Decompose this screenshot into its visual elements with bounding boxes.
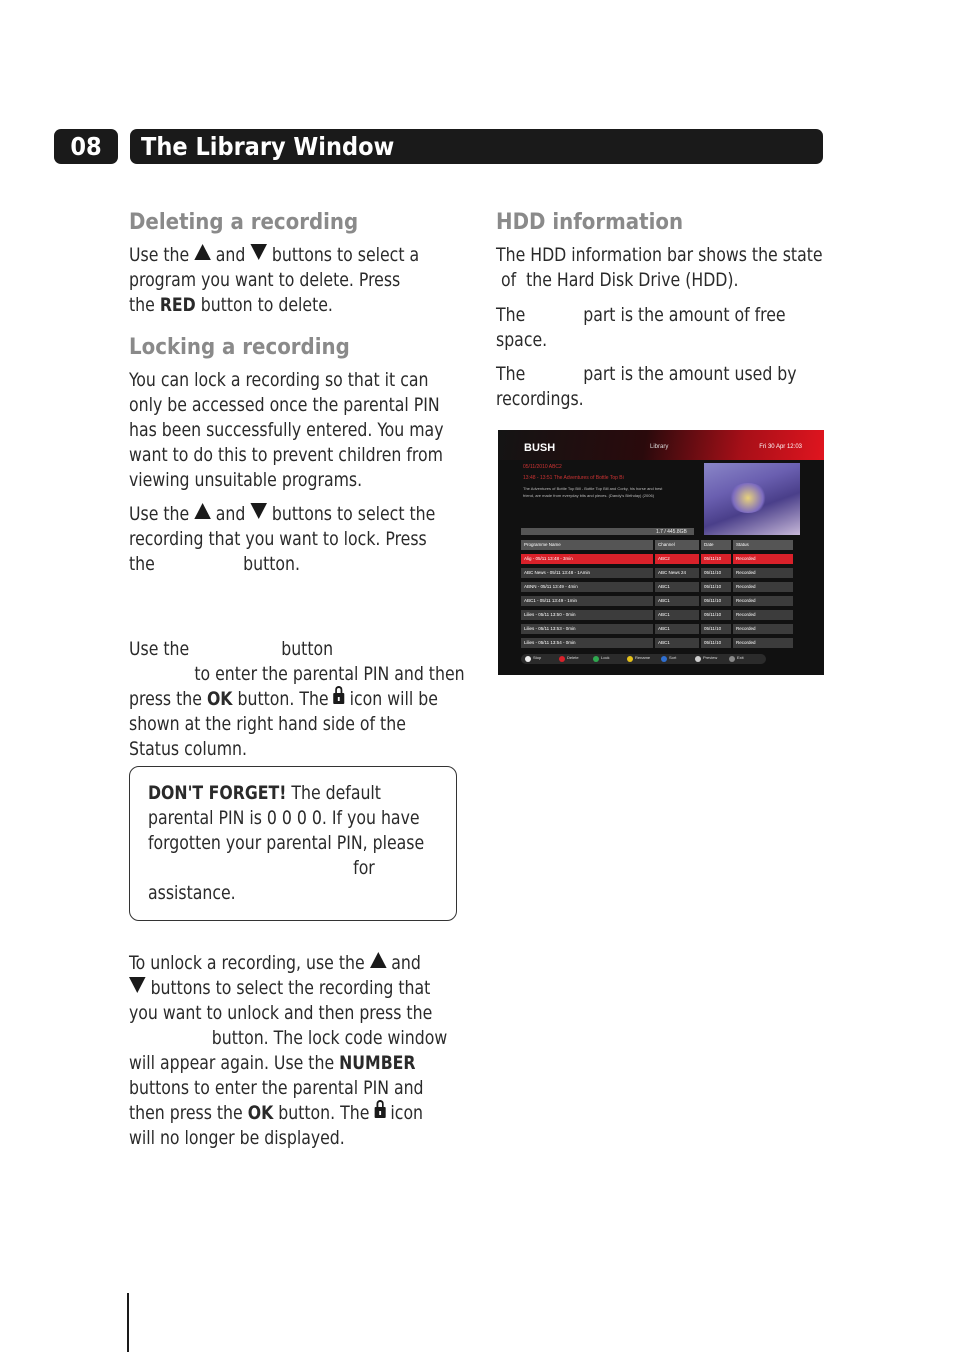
tv-info-line2: 13:48 - 13:51 The Adventures of Bottle Top Bi xyxy=(523,475,624,481)
lock-icon xyxy=(374,1107,385,1118)
table-cell: 05/11/10 xyxy=(701,596,731,606)
footer-key-label: Rename xyxy=(635,655,651,660)
locking-para1: You can lock a recording so that it can only be accessed once the parental PIN has been successfully entered. You may want to do this to prevent children from viewing unsuitable programs. xyxy=(129,369,444,491)
table-cell: ABC1 xyxy=(655,624,699,634)
table-cell: Alig - 05/11 13:48 - 3min xyxy=(521,554,653,564)
table-cell: 05/11/10 xyxy=(701,610,731,620)
remote-key-icon xyxy=(559,656,565,662)
heading-deleting: Deleting a recording xyxy=(129,210,359,235)
table-cell: Recorded xyxy=(733,554,793,564)
table-row[interactable] xyxy=(521,638,793,649)
hdd-bar-text: 1.7 / 445.8GB xyxy=(656,529,687,535)
table-row[interactable] xyxy=(521,624,793,635)
table-cell: ABC2 xyxy=(655,554,699,564)
table-cell: 05/11/10 xyxy=(701,582,731,592)
footer-key-label: Sort xyxy=(669,655,677,660)
table-cell: Status xyxy=(733,540,793,550)
hdd-para3: The part is the amount used by recordings. xyxy=(496,363,797,410)
table-cell: 05/11/10 xyxy=(701,554,731,564)
tv-desc1: The Adventures of Bottle Top Bill - Bottle Top Bill and Corky, his horse and best xyxy=(523,486,663,491)
remote-key-icon xyxy=(661,656,667,662)
footer-key-label: Stop xyxy=(533,655,542,660)
unlock-text: To unlock a recording, use the and buttons to select the recording that you want to unlock and then press the button. The lock code window will appear again. Use the NUMBER buttons to enter the parental PIN and then press the OK button. The icon will no longer be displayed. xyxy=(129,952,448,1149)
tv-datetime: Fri 30 Apr 12:03 xyxy=(759,444,802,450)
table-cell: 05/11/10 xyxy=(701,638,731,648)
remote-key-icon xyxy=(525,656,531,662)
table-row[interactable] xyxy=(521,610,793,621)
table-cell: Lilies - 05/11 13:54 - 0min xyxy=(521,638,653,648)
tv-screen-title: Library xyxy=(650,444,669,450)
heading-locking: Locking a recording xyxy=(129,335,350,360)
footer-key-label: Exit xyxy=(737,655,744,660)
down-arrow-icon xyxy=(250,244,267,260)
down-arrow-icon xyxy=(250,503,267,519)
table-cell: ABNN - 05/11 13:49 - 4min xyxy=(521,582,653,592)
chapter-title: The Library Window xyxy=(130,129,823,164)
footer-key-label: Preview xyxy=(703,655,718,660)
table-row[interactable] xyxy=(521,596,793,607)
up-arrow-icon xyxy=(370,952,387,968)
dont-forget-text: DON'T FORGET! The default parental PIN is 0 0 0 0. If you have forgotten your parental PIN, please for assistance. xyxy=(148,782,425,904)
table-cell: Channel xyxy=(655,540,699,550)
locking-para2: Use the and buttons to select the recording that you want to lock. Press the button. xyxy=(129,503,436,575)
table-cell: Date xyxy=(701,540,731,550)
remote-key-icon xyxy=(593,656,599,662)
table-cell: Lilies - 05/11 13:50 - 0min xyxy=(521,610,653,620)
table-cell: Programme Name xyxy=(521,540,653,550)
tv-desc2: friend, are made from everyday bits and pieces. (Dandy's Birthday) (2006) xyxy=(523,493,655,498)
table-cell: ABC News - 05/11 13:48 - 1Amin xyxy=(521,568,653,578)
table-cell: Recorded xyxy=(733,638,793,648)
table-cell: ABC1 xyxy=(655,638,699,648)
table-cell: 05/11/10 xyxy=(701,568,731,578)
table-cell: Recorded xyxy=(733,582,793,592)
table-cell: Recorded xyxy=(733,596,793,606)
tv-info-line1: 05/11/2010 ABC2 xyxy=(523,464,562,470)
tv-preview-thumbnail xyxy=(704,463,800,535)
library-screenshot xyxy=(498,430,824,675)
remote-key-icon xyxy=(627,656,633,662)
table-row[interactable] xyxy=(521,582,793,593)
table-cell: ABC1 - 05/11 13:49 - 1min xyxy=(521,596,653,606)
remote-key-icon xyxy=(695,656,701,662)
table-row[interactable] xyxy=(521,568,793,579)
heading-hdd: HDD information xyxy=(496,210,684,235)
table-cell: Recorded xyxy=(733,610,793,620)
table-cell: 05/11/10 xyxy=(701,624,731,634)
lock-icon xyxy=(334,693,345,704)
table-cell: Lilies - 05/11 13:53 - 0min xyxy=(521,624,653,634)
down-arrow-icon xyxy=(129,977,146,993)
table-header-row xyxy=(521,540,793,551)
page-margin-line xyxy=(127,1293,129,1352)
locking-para3: Use the button to enter the parental PIN and then press the OK button. The icon will be shown at the right hand side of the Status column. xyxy=(129,638,465,760)
hdd-para1: The HDD information bar shows the state of the Hard Disk Drive (HDD). xyxy=(496,244,823,291)
table-cell: Recorded xyxy=(733,568,793,578)
table-cell: ABC1 xyxy=(655,582,699,592)
tv-footer xyxy=(521,654,766,664)
footer-key-label: Delete xyxy=(567,655,579,660)
deleting-text: Use the and buttons to select a program you want to delete. Press the RED button to delete. xyxy=(129,244,420,316)
up-arrow-icon xyxy=(194,503,211,519)
table-cell: ABC News 24 xyxy=(655,568,699,578)
chapter-number: 08 xyxy=(54,129,118,164)
table-cell: Recorded xyxy=(733,624,793,634)
footer-key-label: Lock xyxy=(601,655,610,660)
table-cell: ABC1 xyxy=(655,596,699,606)
up-arrow-icon xyxy=(194,244,211,260)
remote-key-icon xyxy=(729,656,735,662)
bush-logo: BUSH xyxy=(524,442,556,454)
table-cell: ABC1 xyxy=(655,610,699,620)
table-row[interactable] xyxy=(521,554,793,565)
hdd-para2: The part is the amount of free space. xyxy=(496,304,786,351)
